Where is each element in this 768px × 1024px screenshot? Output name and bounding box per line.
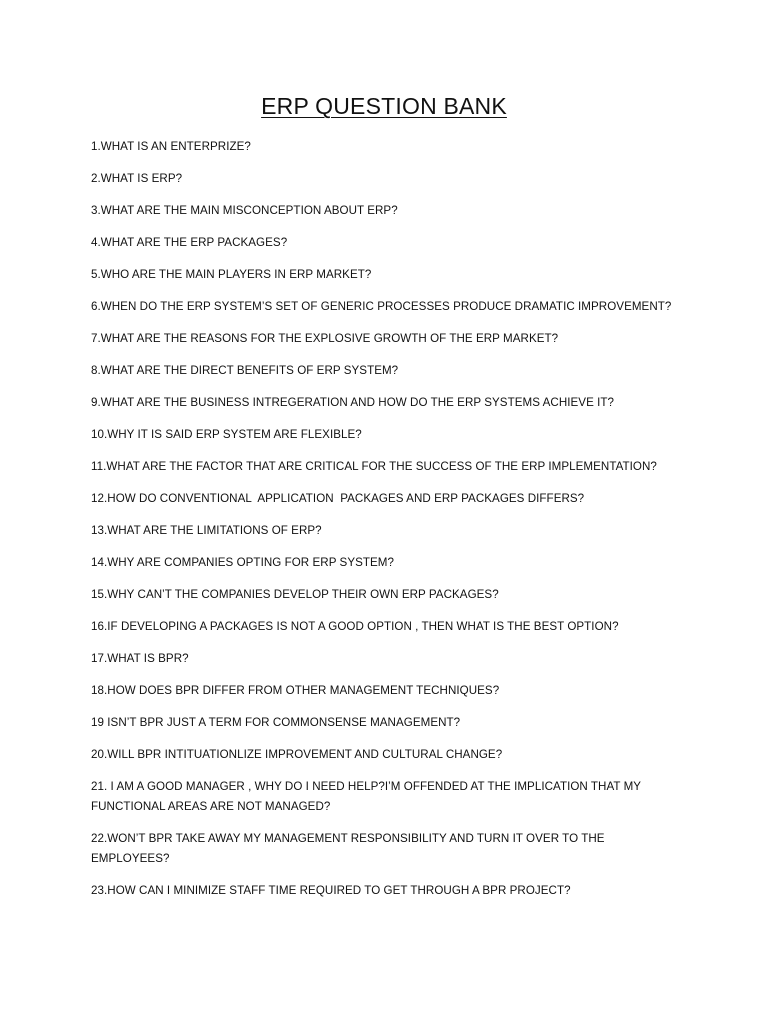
document-title — [0, 92, 768, 120]
question-item: 14.WHY ARE COMPANIES OPTING FOR ERP SYSTEM? — [91, 556, 395, 569]
question-item: 17.WHAT IS BPR? — [91, 652, 189, 665]
question-item: 7.WHAT ARE THE REASONS FOR THE EXPLOSIVE GROWTH OF THE ERP MARKET? — [91, 332, 559, 345]
question-item: 2.WHAT IS ERP? — [91, 172, 183, 185]
question-item: 15.WHY CAN’T THE COMPANIES DEVELOP THEIR OWN ERP PACKAGES? — [91, 588, 499, 601]
question-item: 8.WHAT ARE THE DIRECT BENEFITS OF ERP SYSTEM? — [91, 364, 399, 377]
question-item: 3.WHAT ARE THE MAIN MISCONCEPTION ABOUT ERP? — [91, 204, 398, 217]
question-item: 23.HOW CAN I MINIMIZE STAFF TIME REQUIRED TO GET THROUGH A BPR PROJECT? — [91, 884, 571, 897]
question-item: 18.HOW DOES BPR DIFFER FROM OTHER MANAGEMENT TECHNIQUES? — [91, 684, 500, 697]
question-item: 5.WHO ARE THE MAIN PLAYERS IN ERP MARKET? — [91, 268, 372, 281]
question-item: 4.WHAT ARE THE ERP PACKAGES? — [91, 236, 288, 249]
question-item: 19 ISN’T BPR JUST A TERM FOR COMMONSENSE MANAGEMENT? — [91, 716, 461, 729]
question-item: 12.HOW DO CONVENTIONAL APPLICATION PACKAGES AND ERP PACKAGES DIFFERS? — [91, 492, 585, 505]
question-item: 9.WHAT ARE THE BUSINESS INTREGERATION AND HOW DO THE ERP SYSTEMS ACHIEVE IT? — [91, 396, 615, 409]
question-item: 10.WHY IT IS SAID ERP SYSTEM ARE FLEXIBLE? — [91, 428, 362, 441]
question-item: 16.IF DEVELOPING A PACKAGES IS NOT A GOOD OPTION , THEN WHAT IS THE BEST OPTION? — [91, 620, 619, 633]
question-list — [91, 137, 681, 913]
question-item: 11.WHAT ARE THE FACTOR THAT ARE CRITICAL FOR THE SUCCESS OF THE ERP IMPLEMENTATION? — [91, 460, 657, 473]
document-title-text: ERP QUESTION BANK — [261, 93, 507, 119]
question-item: 20.WILL BPR INTITUATIONLIZE IMPROVEMENT AND CULTURAL CHANGE? — [91, 748, 503, 761]
question-item: 21. I AM A GOOD MANAGER , WHY DO I NEED HELP?I’M OFFENDED AT THE IMPLICATION THAT MY FUNCTIONAL AREAS ARE NOT MANAGED? — [91, 780, 641, 813]
question-item: 13.WHAT ARE THE LIMITATIONS OF ERP? — [91, 524, 322, 537]
question-item: 1.WHAT IS AN ENTERPRIZE? — [91, 140, 251, 153]
question-item: 6.WHEN DO THE ERP SYSTEM’S SET OF GENERIC PROCESSES PRODUCE DRAMATIC IMPROVEMENT? — [91, 300, 672, 313]
question-item: 22.WON’T BPR TAKE AWAY MY MANAGEMENT RESPONSIBILITY AND TURN IT OVER TO THE EMPLOYEES? — [91, 832, 605, 865]
